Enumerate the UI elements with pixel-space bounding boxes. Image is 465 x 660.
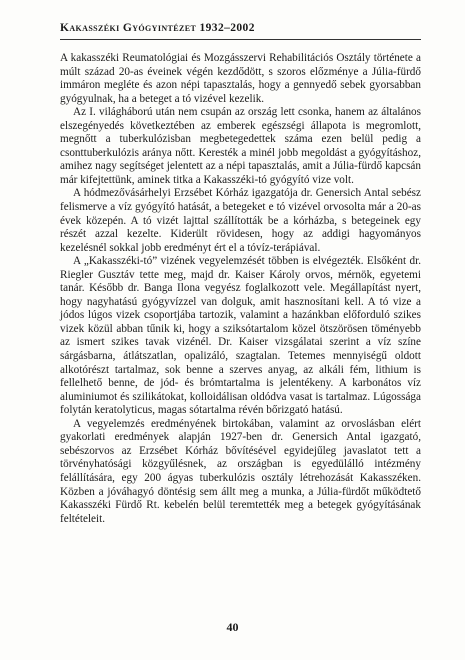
running-title: Kakasszéki Gyógyintézet 1932–2002: [60, 22, 255, 34]
page-number: 40: [226, 620, 239, 634]
paragraph: A „Kakasszéki-tó” vizének vegyelemzését többen is elvégezték. Elsőként dr. Riegler Gusztáv tette meg, majd dr. Kaiser Károly orvos, mérnök, egyetemi tanár. Később dr. Banga Ilona vegyész foglalkozott vele. Megállapítást nyert, hogy nagyhatású gyógyvízzel van dolguk, amit hasznosítani kell. A tó vize a jódos lúgos vizek csoportjába tartozik, valamint a hazánkban előforduló szikes vizek közül abban tűnik ki, hogy a sziksótartalom közel ötszörösen töményebb az ismert szikes tavak vizénél. Dr. Kaiser vizsgálatai szerint a víz színe sárgásbarna, átlátszatlan, opalizáló, szagtalan. Tetemes mennyiségű oldott alkotórészt tartalmaz, sok benne a szerves anyag, az alkáli fém, lithium is fellelhető benne, de jód- és brómtartalma is jelentékeny. A karbonátos víz aluminiumot és szilikátokat, kolloidálisan oldódva vasat is tartalmaz. Lúgossága folytán keratolyticus, magas sótartalma révén bőrizgató hatású.: [60, 255, 421, 417]
header-rule: [60, 39, 421, 40]
paragraph: A vegyelemzés eredményének birtokában, valamint az orvoslásban elért gyakorlati eredmények alapján 1927-ben dr. Genersich Antal igazgató, sebészorvos az Erzsébet Kórház bővítésével egyidejűleg javaslatot tett a törvényhatósági közgyűlésnek, az országban is egyedülálló intézmény felállítására, egy 200 ágyas tuberkulózis osztály létrehozását Kakasszéken. Közben a jóváhagyó döntésig sem állt meg a munka, a Júlia-fürdőt működtető Kakasszéki Fürdő Rt. kebelén belül teremtették meg a betegek gyógyításának feltételeit.: [60, 417, 421, 525]
paragraph: A hódmezővásárhelyi Erzsébet Kórház igazgatója dr. Genersich Antal sebész felismerve a víz gyógyító hatását, a betegeket e tó vizével orvosolta már a 20-as évek közepén. A tó vizét lajttal szállították be a kórházba, s betegeinek egy részét azzal kezelte. Kiderült rövidesen, hogy az addigi hagyományos kezelésnél sokkal jobb eredményt ért el a tóvíz-terápiával.: [60, 187, 421, 254]
body-text: [60, 52, 421, 526]
paragraph: A kakasszéki Reumatológiai és Mozgásszervi Rehabilitációs Osztály története a múlt század 20-as éveinek végén kezdődött, s szoros előzménye a Júlia-fürdő immáron megléte és azon népi tapasztalás, hogy a gennyedő sebek gyorsabban gyógyulnak, ha a beteget a tó vizével kezelik.: [60, 52, 421, 105]
paragraph: Az I. világháború után nem csupán az ország lett csonka, hanem az általános elszegényedés következtében az emberek egészségi állapota is megromlott, megnőtt a tuberkulózisban megbetegedettek száma ezen belül pedig a csonttuberkulózis aránya nőtt. Keresték a minél jobb megoldást a gyógyításhoz, amihez nagy segítséget jelentett az a népi tapasztalás, amit a Júlia-fürdő kapcsán már kifejtettünk, aminek titka a Kakasszéki-tó gyógyító vize volt.: [60, 106, 421, 186]
